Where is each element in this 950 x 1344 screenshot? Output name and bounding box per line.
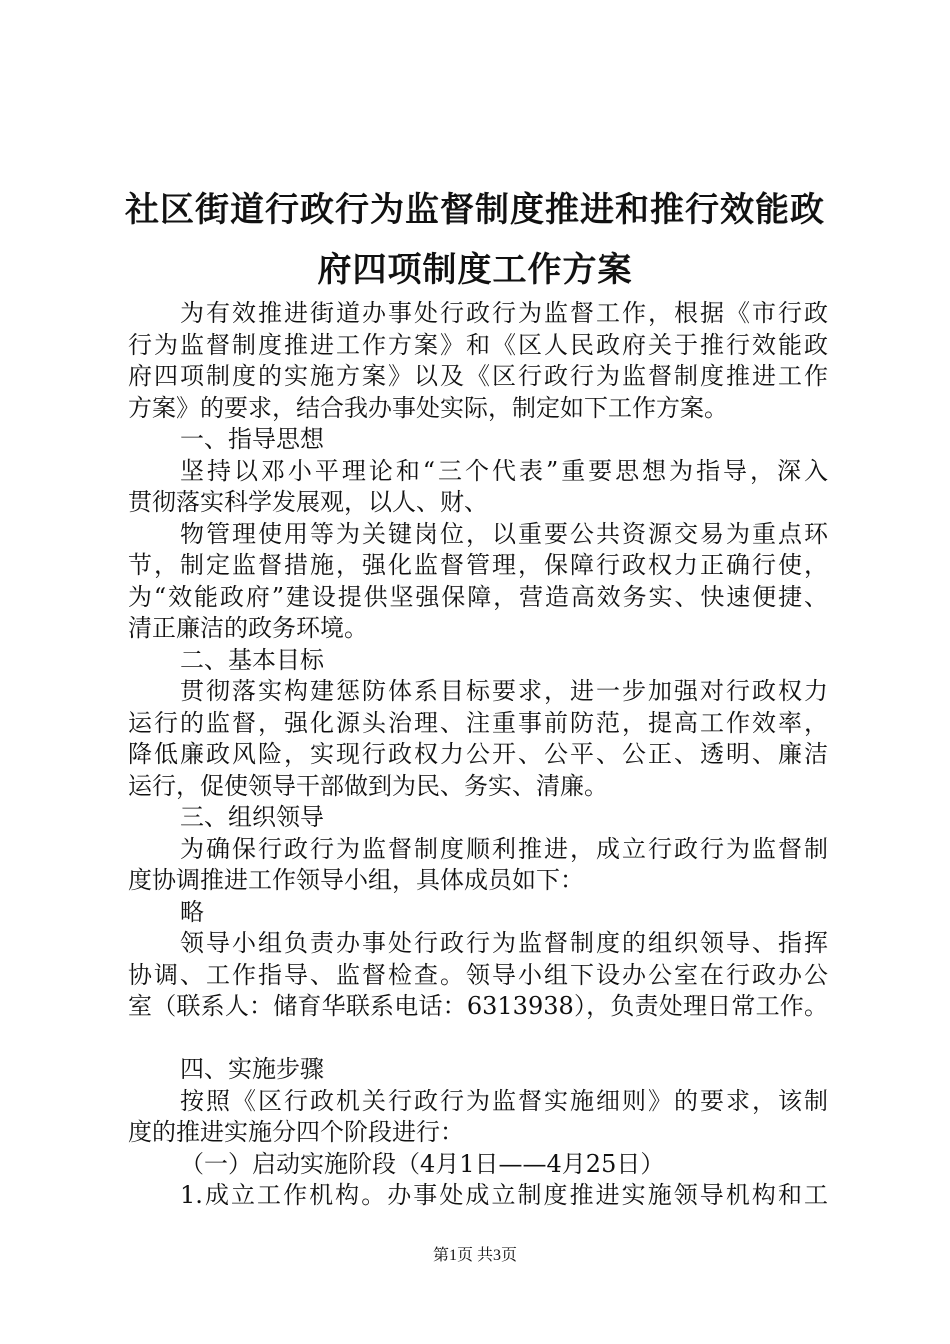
text-line: 室（联系人：储育华联系电话：6313938），负责处理日常工作。 [128,992,828,1020]
text-line: 为确保行政行为监督制度顺利推进，成立行政行为监督制 [180,834,828,863]
text-line: 节，制定监督措施，强化监督管理，保障行政权力正确行使， [128,551,828,579]
text-line: 协调、工作指导、监督检查。领导小组下设办公室在行政办公 [128,960,828,989]
text-line: 运行，促使领导干部做到为民、务实、清廉。 [128,771,608,800]
text-line: 1.成立工作机构。办事处成立制度推进实施领导机构和工 [180,1181,828,1209]
text-line: 度协调推进工作领导小组，具体成员如下： [128,866,584,894]
section-heading: 四、实施步骤 [180,1055,324,1083]
section-heading: 二、基本目标 [180,645,324,674]
text-line: 运行的监督，强化源头治理、注重事前防范，提高工作效率， [128,708,828,737]
page-footer: 第1页 共3页 [432,1247,517,1264]
text-line: 清正廉洁的政务环境。 [128,614,368,642]
text-line: 贯彻落实构建惩防体系目标要求，进一步加强对行政权力 [180,677,828,705]
text-line: 领导小组负责办事处行政行为监督制度的组织领导、指挥 [180,929,828,957]
document-body [128,298,828,1212]
text-line: 降低廉政风险，实现行政权力公开、公平、公正、透明、廉洁 [128,740,828,768]
text-line: 府四项制度的实施方案》以及《区行政行为监督制度推进工作 [128,362,828,390]
text-line: 贯彻落实科学发展观，以人、财、 [128,488,488,516]
document-title-line-1: 社区街道行政行为监督制度推进和推行效能政 [125,190,825,230]
text-line: 为“效能政府”建设提供坚强保障，营造高效务实、快速便捷、 [128,582,828,611]
section-heading: 一、指导思想 [180,425,324,453]
text-line: 方案》的要求，结合我办事处实际，制定如下工作方案。 [128,393,728,422]
section-heading: 略 [180,897,204,926]
blank-line [128,1023,828,1055]
text-line: 行为监督制度推进工作方案》和《区人民政府关于推行效能政 [128,330,828,359]
text-line: 物管理使用等为关键岗位，以重要公共资源交易为重点环 [180,519,828,548]
text-line: 度的推进实施分四个阶段进行： [128,1118,464,1146]
text-line: 为有效推进街道办事处行政行为监督工作，根据《市行政 [180,299,828,327]
section-heading: 三、组织领导 [180,803,324,831]
text-line: 坚持以邓小平理论和“三个代表”重要思想为指导，深入 [180,456,828,485]
document-title-line-2: 府四项制度工作方案 [317,250,633,290]
text-line: 按照《区行政机关行政行为监督实施细则》的要求，该制 [180,1086,828,1115]
section-heading: （一）启动实施阶段（4月1日——4月25日） [180,1149,665,1178]
